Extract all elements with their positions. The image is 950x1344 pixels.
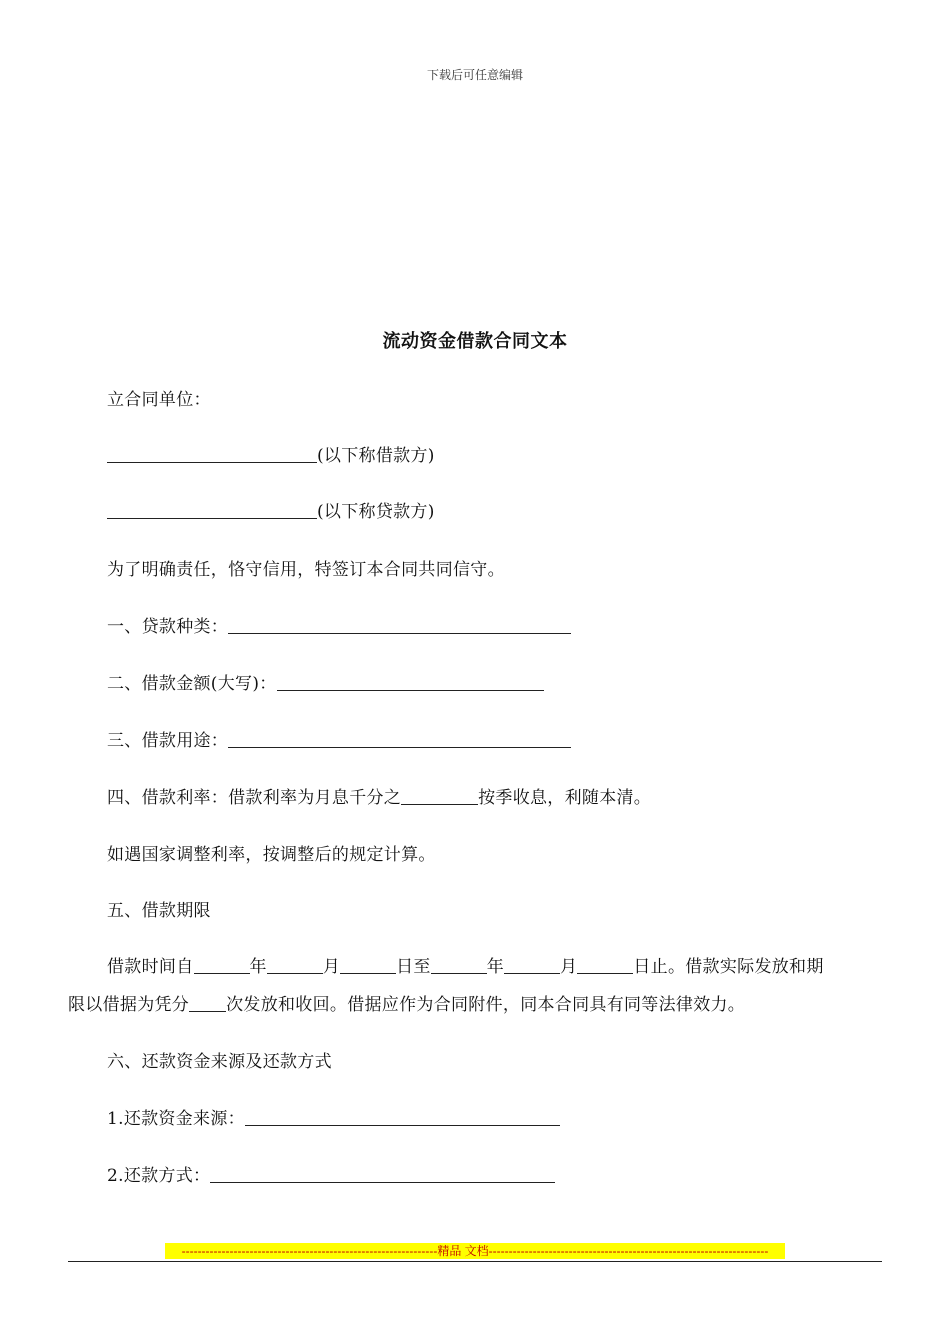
repayment-method-label: 2.还款方式： bbox=[107, 1166, 211, 1186]
clause-6-label: 六、还款资金来源及还款方式 bbox=[107, 1052, 332, 1072]
start-day-label: 日至 bbox=[396, 957, 431, 977]
loan-type-blank[interactable] bbox=[228, 615, 571, 634]
end-year-blank[interactable] bbox=[431, 955, 487, 974]
borrower-line bbox=[107, 441, 435, 466]
clause-2-label: 二、借款金额(大写)： bbox=[107, 674, 277, 694]
term-from-label: 借款时间自 bbox=[107, 957, 194, 977]
footer-label: 精品 文档 bbox=[437, 1244, 489, 1258]
end-day-blank[interactable] bbox=[577, 955, 633, 974]
clause-3-label: 三、借款用途： bbox=[107, 731, 229, 751]
lender-blank[interactable] bbox=[107, 500, 317, 519]
parties-label: 立合同单位： bbox=[107, 390, 211, 410]
repayment-source-blank[interactable] bbox=[245, 1107, 560, 1126]
rate-adjustment-text: 如遇国家调整利率，按调整后的规定计算。 bbox=[107, 845, 436, 865]
interest-rate-blank[interactable] bbox=[401, 786, 478, 805]
preamble-text: 为了明确责任，恪守信用，特签订本合同共同信守。 bbox=[107, 560, 505, 580]
start-day-blank[interactable] bbox=[340, 955, 396, 974]
parties-line bbox=[107, 385, 211, 410]
clause-5-term bbox=[107, 896, 211, 921]
installments-text-b: 次发放和收回。借据应作为合同附件，同本合同具有同等法律效力。 bbox=[226, 995, 746, 1015]
footer-divider bbox=[68, 1261, 882, 1262]
clause-5-label: 五、借款期限 bbox=[107, 901, 211, 921]
repayment-method-blank[interactable] bbox=[210, 1164, 555, 1183]
clause-1-label: 一、贷款种类： bbox=[107, 617, 229, 637]
clause-2-amount bbox=[107, 669, 544, 694]
installments-blank[interactable] bbox=[189, 993, 226, 1012]
start-month-blank[interactable] bbox=[267, 955, 323, 974]
clause-4-text-b: 按季收息，利随本清。 bbox=[478, 788, 652, 808]
amount-blank[interactable] bbox=[277, 672, 544, 691]
clause-3-purpose bbox=[107, 726, 571, 751]
footer-dashes-right: ---------------------------------------------------------------------- bbox=[488, 1244, 769, 1258]
purpose-blank[interactable] bbox=[228, 729, 571, 748]
end-day-label: 日止。借款实际发放和期 bbox=[633, 957, 824, 977]
term-installments-line bbox=[68, 990, 745, 1015]
clause-6-repayment bbox=[107, 1047, 332, 1072]
preamble bbox=[107, 555, 505, 580]
rate-adjustment bbox=[107, 840, 436, 865]
clause-4-text-a: 四、借款利率：借款利率为月息千分之 bbox=[107, 788, 402, 808]
end-year-label: 年 bbox=[486, 957, 505, 977]
start-month-label: 月 bbox=[322, 957, 341, 977]
header-note: 下载后可任意编辑 bbox=[426, 68, 523, 82]
lender-line bbox=[107, 497, 435, 522]
repayment-method-line bbox=[107, 1161, 555, 1186]
borrower-blank[interactable] bbox=[107, 444, 317, 463]
footer-dashes-left: ---------------------------------------------------------------- bbox=[181, 1244, 438, 1258]
installments-text-a: 限以借据为凭分 bbox=[68, 995, 190, 1015]
end-month-blank[interactable] bbox=[504, 955, 560, 974]
clause-1-loan-type bbox=[107, 612, 571, 637]
start-year-label: 年 bbox=[249, 957, 267, 977]
clause-4-interest bbox=[107, 783, 651, 808]
lender-suffix: (以下称贷款方) bbox=[317, 502, 435, 522]
start-year-blank[interactable] bbox=[194, 955, 250, 974]
footer-banner bbox=[165, 1243, 785, 1259]
end-month-label: 月 bbox=[560, 957, 578, 977]
repayment-source-line bbox=[107, 1104, 560, 1129]
term-period-line bbox=[107, 952, 824, 977]
borrower-suffix: (以下称借款方) bbox=[317, 446, 435, 466]
repayment-source-label: 1.还款资金来源： bbox=[107, 1109, 245, 1129]
document-title: 流动资金借款合同文本 bbox=[382, 331, 568, 352]
